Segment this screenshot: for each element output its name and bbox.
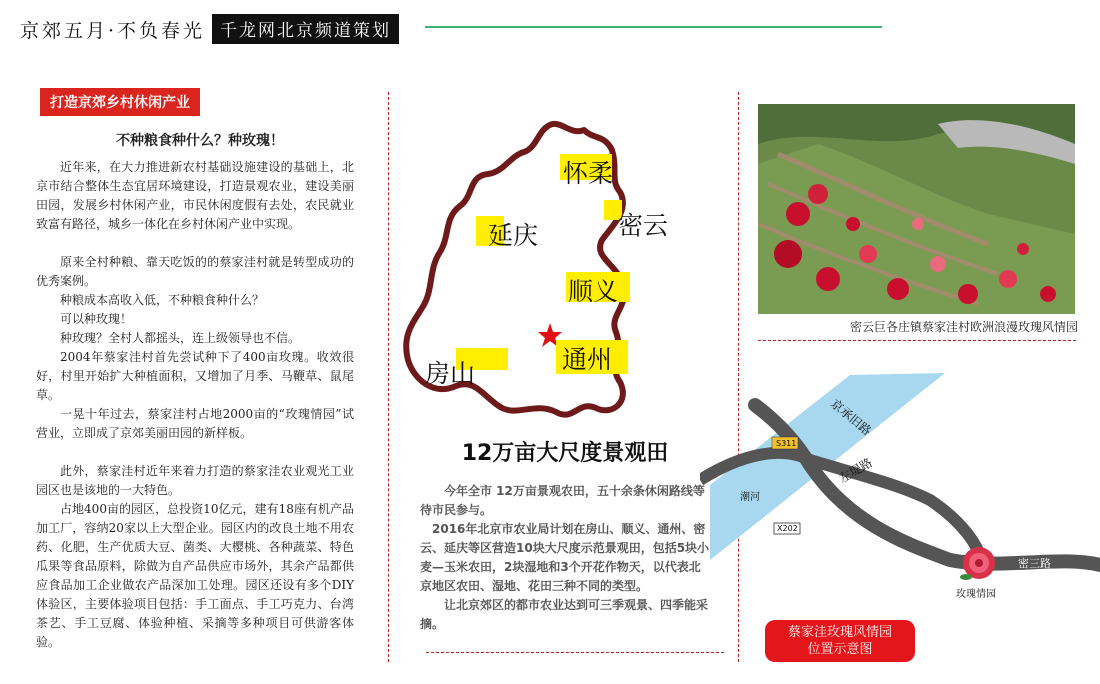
paragraph: 2004年蔡家洼村首先尝试种下了400亩玫瑰。收效很好，村里开始扩大种植面积，又增加了月季、马鞭草、鼠尾草。 <box>36 350 354 402</box>
header-rule <box>425 26 882 28</box>
city-label-yanqing: 延庆 <box>488 221 539 250</box>
paragraph: 让北京郊区的都市农业达到可三季观景、四季能采摘。 <box>420 598 709 631</box>
paragraph: 占地400亩的园区，总投资10亿元，建有18座有机产品加工厂，容纳20家以上大型企业。园区内的改良土地不用农药、化肥，生产优质大豆、菌类、大樱桃、各种蔬菜、特色瓜果等食品原料，除做为自产品供应市场外，其余产品都供应食品加工企业做农产品深加工处理。园区还设有多个DIY体验区，主要体验项目包括：手工面点、手工巧克力、台湾茶艺、手工豆腐、体验种植、采摘等多种项目可供游客体验。 <box>36 502 354 649</box>
road-label: 左堤路 <box>836 455 875 486</box>
paragraph: 种玫瑰？全村人都摇头，连上级领导也不信。 <box>60 331 301 345</box>
road-label: 密三路 <box>1018 557 1051 570</box>
city-label-miyun: 密云 <box>618 211 669 240</box>
paragraph: 可以种玫瑰！ <box>60 312 133 326</box>
river-label: 潮河 <box>740 492 760 503</box>
rose-icon <box>960 547 995 580</box>
column-divider <box>388 92 389 662</box>
header-tag: 千龙网北京频道策划 <box>212 14 399 44</box>
city-label-fangshan: 房山 <box>425 359 476 388</box>
road-shield-label: X202 <box>777 524 798 533</box>
page-title: 京郊五月·不负春光 <box>20 20 206 42</box>
legend-line: 位置示意图 <box>807 642 873 657</box>
paragraph: 2016年北京市农业局计划在房山、顺义、通州、密云、延庆等区营造10块大尺度示范景观田，包括5块小麦—玉米农田，2块湿地和3个开花作物天，以代表北京地区农田、湿地、花田三种不同的类型。 <box>420 522 710 593</box>
middle-heading: 12万亩大尺度景观田 <box>461 441 669 466</box>
city-label-shunyi: 顺义 <box>568 277 619 306</box>
paragraph: 种粮成本高收入低，不种粮食种什么？ <box>60 293 265 307</box>
left-body <box>36 158 354 652</box>
section-divider <box>426 652 724 653</box>
rose-garden-photo <box>758 104 1075 314</box>
photo-caption: 密云巨各庄镇蔡家洼村欧洲浪漫玫瑰风情园 <box>849 320 1078 334</box>
paragraph: 一晃十年过去，蔡家洼村占地2000亩的“玫瑰情园”试营业，立即成了京郊美丽田园的新样板。 <box>36 407 354 440</box>
location-road-map <box>700 365 1100 625</box>
city-label-tongzhou: 通州 <box>562 345 613 374</box>
section-divider <box>758 340 1076 341</box>
legend-line: 蔡家洼玫瑰风情园 <box>787 625 892 640</box>
paragraph: 此外，蔡家洼村近年来着力打造的蔡家洼农业观光工业园区也是该地的一大特色。 <box>36 464 354 497</box>
section-tag: 打造京郊乡村休闲产业 <box>40 88 200 116</box>
poi-label: 玫瑰情园 <box>956 589 996 600</box>
paragraph: 原来全村种粮、靠天吃饭的的蔡家洼村就是转型成功的优秀案例。 <box>36 255 354 288</box>
road-label: 京承旧路 <box>828 396 874 439</box>
city-label-huairou: 怀柔 <box>563 159 614 188</box>
paragraph: 近年来，在大力推进新农村基础设施建设的基础上，北京市结合整体生态宜居环境建设，打造景观农业，建设美丽田园，发展乡村休闲产业，市民休闲度假有去处，农民就业致富有路径，城乡一体化在乡村休闲产业中实现。 <box>36 160 354 231</box>
road-shield-label: S311 <box>776 439 797 448</box>
section-subhead: 不种粮食种什么？种玫瑰！ <box>116 133 284 149</box>
middle-body <box>420 482 710 634</box>
paragraph: 今年全市 12万亩景观农田，五十余条休闲路线等待市民参与。 <box>420 484 705 517</box>
map-legend-box <box>765 620 915 662</box>
